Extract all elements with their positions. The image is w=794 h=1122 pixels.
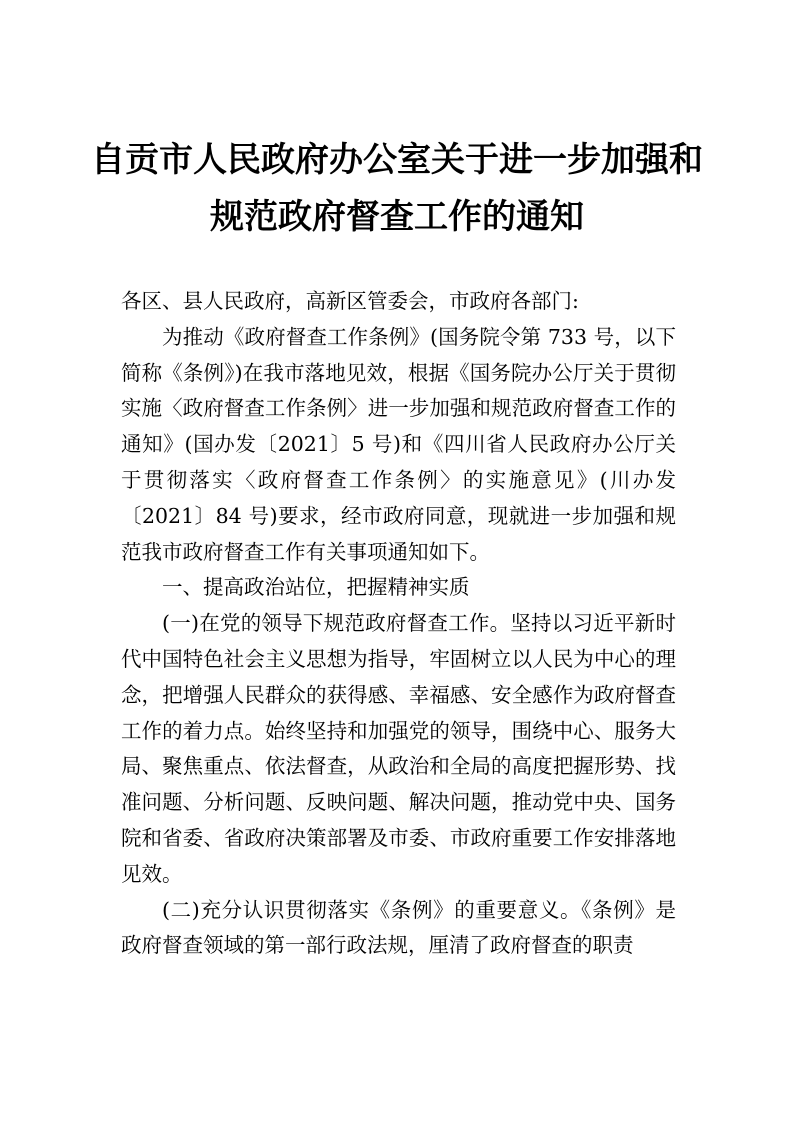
paragraph-intro: 为推动《政府督查工作条例》(国务院令第 733 号，以下简称《条例》)在我市落地见效，根据《国务院办公厅关于贯彻实施〈政府督查工作条例〉进一步加强和规范政府督查工作的通知》(国办发〔2021〕5 号)和《四川省人民政府办公厅关于贯彻落实〈政府督查工作条例〉的实施意见》(川办发〔2021〕84 号)要求，经市政府同意，现就进一步加强和规范我市政府督查工作有关事项通知如下。 xyxy=(121,324,676,564)
document-body xyxy=(121,284,676,964)
paragraph-item-2: (二)充分认识贯彻落实《条例》的重要意义。《条例》是政府督查领域的第一部行政法规，厘清了政府督查的职责 xyxy=(121,897,676,958)
addressee-line: 各区、县人民政府，高新区管委会，市政府各部门: xyxy=(121,289,579,313)
section-heading-1: 一、提高政治站位，把握精神实质 xyxy=(162,575,470,600)
document-title-line-1: 自贡市人民政府办公室关于进一步加强和 xyxy=(91,140,703,180)
paragraph-item-1: (一)在党的领导下规范政府督查工作。坚持以习近平新时代中国特色社会主义思想为指导，牢固树立以人民为中心的理念，把增强人民群众的获得感、幸福感、安全感作为政府督查工作的着力点。始终坚持和加强党的领导，围绕中心、服务大局、聚焦重点、依法督查，从政治和全局的高度把握形势、找准问题、分析问题、反映问题、解决问题，推动党中央、国务院和省委、省政府决策部署及市委、市政府重要工作安排落地见效。 xyxy=(121,611,676,886)
document-title-line-2: 规范政府督查工作的通知 xyxy=(210,197,584,237)
